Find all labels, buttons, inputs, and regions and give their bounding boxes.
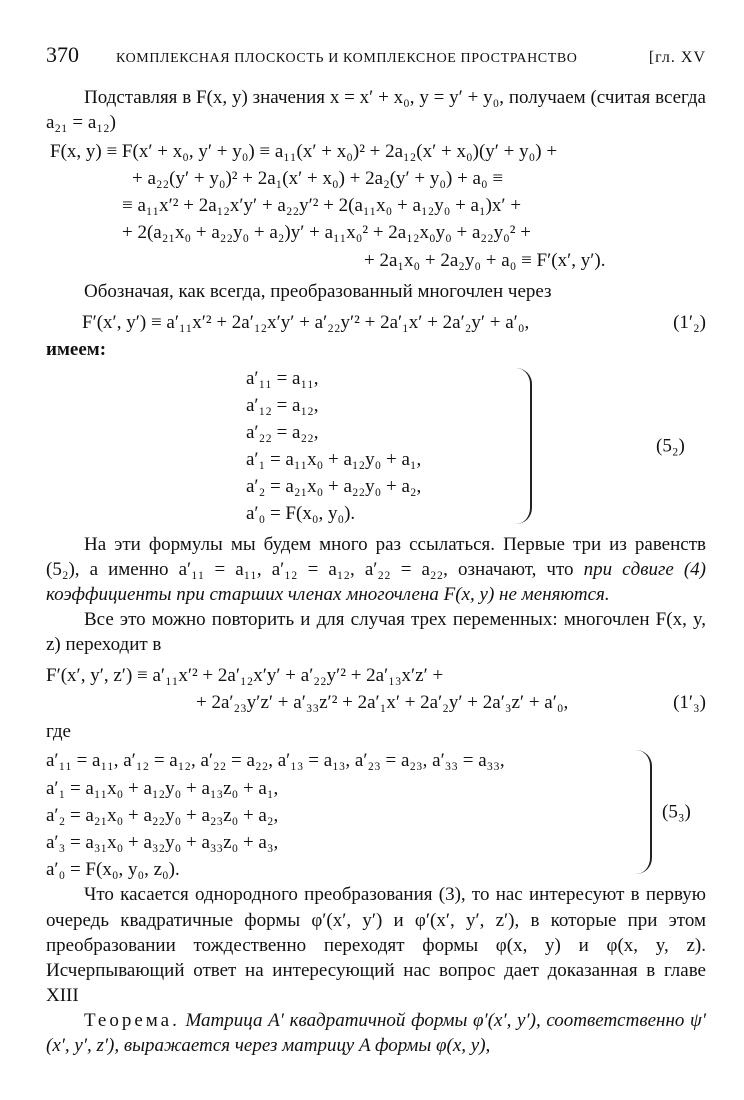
equation-number: (1′₃) xyxy=(673,692,706,714)
paragraph-where: где xyxy=(46,721,71,743)
right-brace xyxy=(516,368,532,524)
paragraph-formulas-text: На эти формулы мы будем много раз ссылаться. Первые три из равенств (5₂), а именно a′₁₁ = a₁₁, a′₁₂ = a₁₂, a′₂₂ = a₂₂, означают, что xyxy=(46,533,706,580)
equation-1-3-body: + 2a′₂₃y′z′ + a′₃₃z′² + 2a′₁x′ + 2a′₂y′ + 2a′₃z′ + a′₀, xyxy=(196,692,569,714)
paragraph-theorem xyxy=(46,1008,706,1058)
system-line: a′₁₂ = a₁₂, xyxy=(246,394,319,416)
paragraph-have: имеем: xyxy=(46,338,107,360)
paragraph-substitution: Подставляя в F(x, y) значения x = x′ + x₀, y = y′ + y₀, получаем (считая всегда a₂₁ = a₁₂) xyxy=(46,87,706,134)
page-number: 370 xyxy=(46,42,79,67)
equation-line: + a₂₂(y′ + y₀)² + 2a₁(x′ + x₀) + 2a₂(y′ + y₀) + a₀ ≡ xyxy=(132,168,504,190)
equation-line: + 2(a₂₁x₀ + a₂₂y₀ + a₂)y′ + a₁₁x₀² + 2a₁₂x₀y₀ + a₂₂y₀² + xyxy=(122,222,531,244)
right-brace xyxy=(636,750,652,874)
equation-line: F(x, y) ≡ F(x′ + x₀, y′ + y₀) ≡ a₁₁(x′ + x₀)² + 2a₁₂(x′ + x₀)(y′ + y₀) + xyxy=(50,141,558,163)
system-line: a′₂ = a₂₁x₀ + a₂₂y₀ + a₂, xyxy=(246,476,422,498)
system-line: a′₁ = a₁₁x₀ + a₁₂y₀ + a₁₃z₀ + a₁, xyxy=(46,777,279,799)
chapter-label: [гл. XV xyxy=(648,49,706,66)
system-line: a′₂₂ = a₂₂, xyxy=(246,421,319,443)
equation-number: (5₃) xyxy=(662,801,691,823)
paragraph-notation: Обозначая, как всегда, преобразованный многочлен через xyxy=(84,280,552,302)
paragraph-three-variables: Все это можно повторить и для случая трех переменных: многочлен F(x, y, z) переходит в xyxy=(46,609,706,656)
equation-1-2-body: F′(x′, y′) ≡ a′₁₁x′² + 2a′₁₂x′y′ + a′₂₂y′² + 2a′₁x′ + 2a′₂y′ + a′₀, xyxy=(82,311,530,333)
equation-line: ≡ a₁₁x′² + 2a₁₂x′y′ + a₂₂y′² + 2(a₁₁x₀ + a₁₂y₀ + a₁)x′ + xyxy=(122,195,522,217)
system-line: a′₀ = F(x₀, y₀). xyxy=(246,503,356,525)
equation-1-3 xyxy=(46,663,706,715)
theorem-label: Теорема. xyxy=(84,1009,180,1031)
system-5-3 xyxy=(46,748,706,880)
paragraph-formulas xyxy=(46,532,706,607)
system-line: a′₁₁ = a₁₁, a′₁₂ = a₁₂, a′₂₂ = a₂₂, a′₁₃ = a₁₃, a′₂₃ = a₂₃, a′₃₃ = a₃₃, xyxy=(46,750,505,772)
equation-number: (5₂) xyxy=(656,435,685,457)
system-5-2 xyxy=(246,366,706,526)
paragraph-homogeneous: Что касается однородного преобразования (3), то нас интересуют в первую очередь квадратичные формы φ′(x′, y′) и φ′(x′, y′, z′), в которые при этом преобразовании тождественно переходят формы φ(x, y) и φ(x, y, z). Исчерпывающий ответ на интересующий нас вопрос дает доказанная в главе XIII xyxy=(46,884,706,1006)
equation-number: (1′₂) xyxy=(673,311,706,333)
system-line: a′₀ = F(x₀, y₀, z₀). xyxy=(46,858,180,880)
equation-line: F′(x′, y′, z′) ≡ a′₁₁x′² + 2a′₁₂x′y′ + a′₂₂y′² + 2a′₁₃x′z′ + xyxy=(46,665,444,687)
running-title: КОМПЛЕКСНАЯ ПЛОСКОСТЬ И КОМПЛЕКСНОЕ ПРОСТРАНСТВО xyxy=(116,51,578,66)
system-line: a′₃ = a₃₁x₀ + a₃₂y₀ + a₃₃z₀ + a₃, xyxy=(46,831,279,853)
system-line: a′₁₁ = a₁₁, xyxy=(246,367,319,389)
system-line: a′₁ = a₁₁x₀ + a₁₂y₀ + a₁, xyxy=(246,449,422,471)
running-header xyxy=(46,40,706,69)
equation-line: + 2a₁x₀ + 2a₂y₀ + a₀ ≡ F′(x′, y′). xyxy=(364,249,606,271)
equation-expansion xyxy=(46,139,706,272)
paragraph-formulas-italic: при сдвиге (4) коэффициенты при старших членах многочлена F(x, y) не меняются. xyxy=(46,558,707,605)
equation-1-2 xyxy=(82,310,706,335)
equation-line xyxy=(196,690,706,715)
system-line: a′₂ = a₂₁x₀ + a₂₂y₀ + a₂₃z₀ + a₂, xyxy=(46,804,279,826)
theorem-text: Матрица A′ квадратичной формы φ′(x′, y′), соответственно ψ′(x′, y′, z′), выражается через матрицу A формы φ(x, y), xyxy=(46,1009,706,1056)
